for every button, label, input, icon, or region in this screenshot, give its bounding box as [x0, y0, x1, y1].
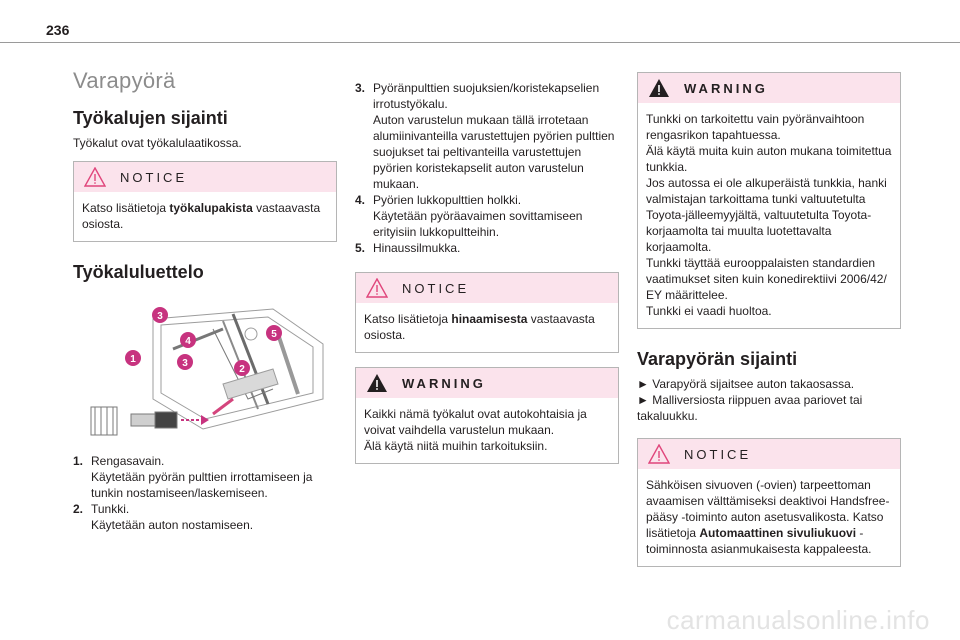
notice-text-end: vastaavasta osiosta.	[364, 312, 595, 342]
warning-line: Tunkki ei vaadi huoltoa.	[646, 304, 772, 318]
tools-location-title: Työkalujen sijainti	[73, 108, 228, 128]
notice-body	[74, 192, 336, 241]
warning-triangle-icon	[366, 373, 388, 393]
toolkit-illustration	[73, 289, 337, 439]
notice-text: Sähköisen sivuoven (-ovien) tarpeettoman avaamisen välttämiseksi deaktivoi Handsfree-pääsy -toiminto auton asetusvalikosta. Katso lisätietoja	[646, 478, 890, 540]
list-item: 5. Hinaussilmukka.	[355, 241, 461, 255]
callout-5	[266, 325, 282, 341]
svg-text:2: 2	[239, 364, 245, 375]
list-item: ► Varapyörä sijaitsee auton takaosassa.	[637, 377, 855, 391]
notice-box-toolkit	[73, 161, 337, 242]
warning-triangle-icon	[648, 78, 670, 98]
warning-body	[356, 398, 618, 463]
notice-header	[638, 439, 900, 469]
notice-triangle-icon	[366, 278, 388, 298]
callout-1	[125, 350, 141, 366]
warning-line: Tunkki on tarkoitettu vain pyöränvaihtoon rengasrikon tapahtuessa.	[646, 112, 865, 142]
spare-location-bullets	[637, 376, 901, 424]
toolkit-link: työkalupakista	[169, 201, 253, 215]
svg-text:1: 1	[130, 354, 136, 365]
svg-text:5: 5	[271, 329, 277, 340]
warning-line: Älä käytä muita kuin auton mukana toimitettua tunkkia.	[646, 144, 892, 174]
warning-line: Älä käytä niitä muihin tarkoituksiin.	[364, 439, 548, 453]
warning-header	[638, 73, 900, 103]
notice-header	[356, 273, 618, 303]
notice-text-end: vastaavasta osiosta.	[82, 201, 321, 231]
notice-triangle-icon	[648, 444, 670, 464]
warning-line: Tunkki täyttää eurooppalaisten standardien vaatimukset siten kuin konedirektiivi 2006/42/ EY määrittelee.	[646, 256, 887, 302]
notice-triangle-icon	[84, 167, 106, 187]
watermark: carmanualsonline.info	[666, 605, 930, 635]
sliding-door-link: Automaattinen sivuliukuovi	[699, 526, 857, 540]
column-3	[637, 72, 901, 567]
svg-text:3: 3	[182, 358, 188, 369]
towing-link: hinaamisesta	[451, 312, 528, 326]
notice-label: NOTICE	[402, 280, 470, 296]
list-item: 2. Tunkki. Käytetään auton nostamiseen.	[73, 502, 254, 532]
warning-line: Kaikki nämä työkalut ovat autokohtaisia ja voivat vaihdella varustelun mukaan.	[364, 407, 587, 437]
spare-location-title: Varapyörän sijainti	[637, 349, 798, 369]
callout-4	[180, 332, 196, 348]
tool-list-part1	[73, 453, 337, 533]
notice-body	[356, 303, 618, 352]
callout-3b	[177, 354, 193, 370]
notice-body	[638, 469, 900, 566]
svg-text:3: 3	[157, 311, 163, 322]
page-number: 236	[46, 22, 70, 38]
notice-text-end: -toiminnosta asianmukaisesta kappaleesta.	[646, 526, 872, 556]
warning-label: WARNING	[402, 375, 486, 391]
warning-box-jack	[637, 72, 901, 329]
notice-box-sliding-door	[637, 438, 901, 567]
tools-location-text: Työkalut ovat työkalulaatikossa.	[73, 136, 242, 150]
warning-label: WARNING	[684, 80, 768, 96]
tool-list-part2	[355, 80, 619, 256]
column-1	[73, 68, 337, 533]
notice-box-towing	[355, 272, 619, 353]
list-item: 1. Rengasavain. Käytetään pyörän pulttien irrottamiseen ja tunkin nostamiseen/laskemiseen.	[73, 454, 313, 500]
notice-header	[74, 162, 336, 192]
callout-2	[234, 360, 250, 376]
notice-label: NOTICE	[684, 446, 752, 462]
header-rule	[0, 42, 960, 43]
toolkit-drawing	[73, 289, 337, 439]
callout-3a	[152, 307, 168, 323]
list-item: 4. Pyörien lukkopulttien holkki. Käytetään pyöräavaimen sovittamiseen erityisiin lukkopultteihin.	[355, 193, 583, 239]
notice-text: Katso lisätietoja	[364, 312, 452, 326]
notice-label: NOTICE	[120, 169, 188, 185]
tool-list-title: Työkaluluettelo	[73, 262, 204, 282]
warning-line: Jos autossa ei ole alkuperäistä tunkkia, hanki valmistajan tarkoittama tunki valtuutetulta Toyota-jälleemyyjältä, valtuutetulta Toyota-korjaamolta tai muulta luotettavalta korjaamolta.	[646, 176, 887, 254]
warning-header	[356, 368, 618, 398]
notice-text: Katso lisätietoja	[82, 201, 170, 215]
column-2	[355, 80, 619, 464]
svg-text:4: 4	[185, 336, 191, 347]
page-title: Varapyörä	[73, 68, 176, 93]
list-item: ► Malliversiosta riippuen avaa pariovet tai takaluukku.	[637, 393, 863, 423]
list-item: 3. Pyöränpulttien suojuksien/koristekapselien irrotustyökalu. Auton varustelun mukaan tällä irrotetaan alumiinivanteilla varustettujen pyörien pulttien suojukset tai peltivanteilla varustettujen pyörien koristekapselit auton varustelun mukaan.	[355, 81, 615, 191]
warning-box-tools	[355, 367, 619, 464]
warning-body	[638, 103, 900, 328]
